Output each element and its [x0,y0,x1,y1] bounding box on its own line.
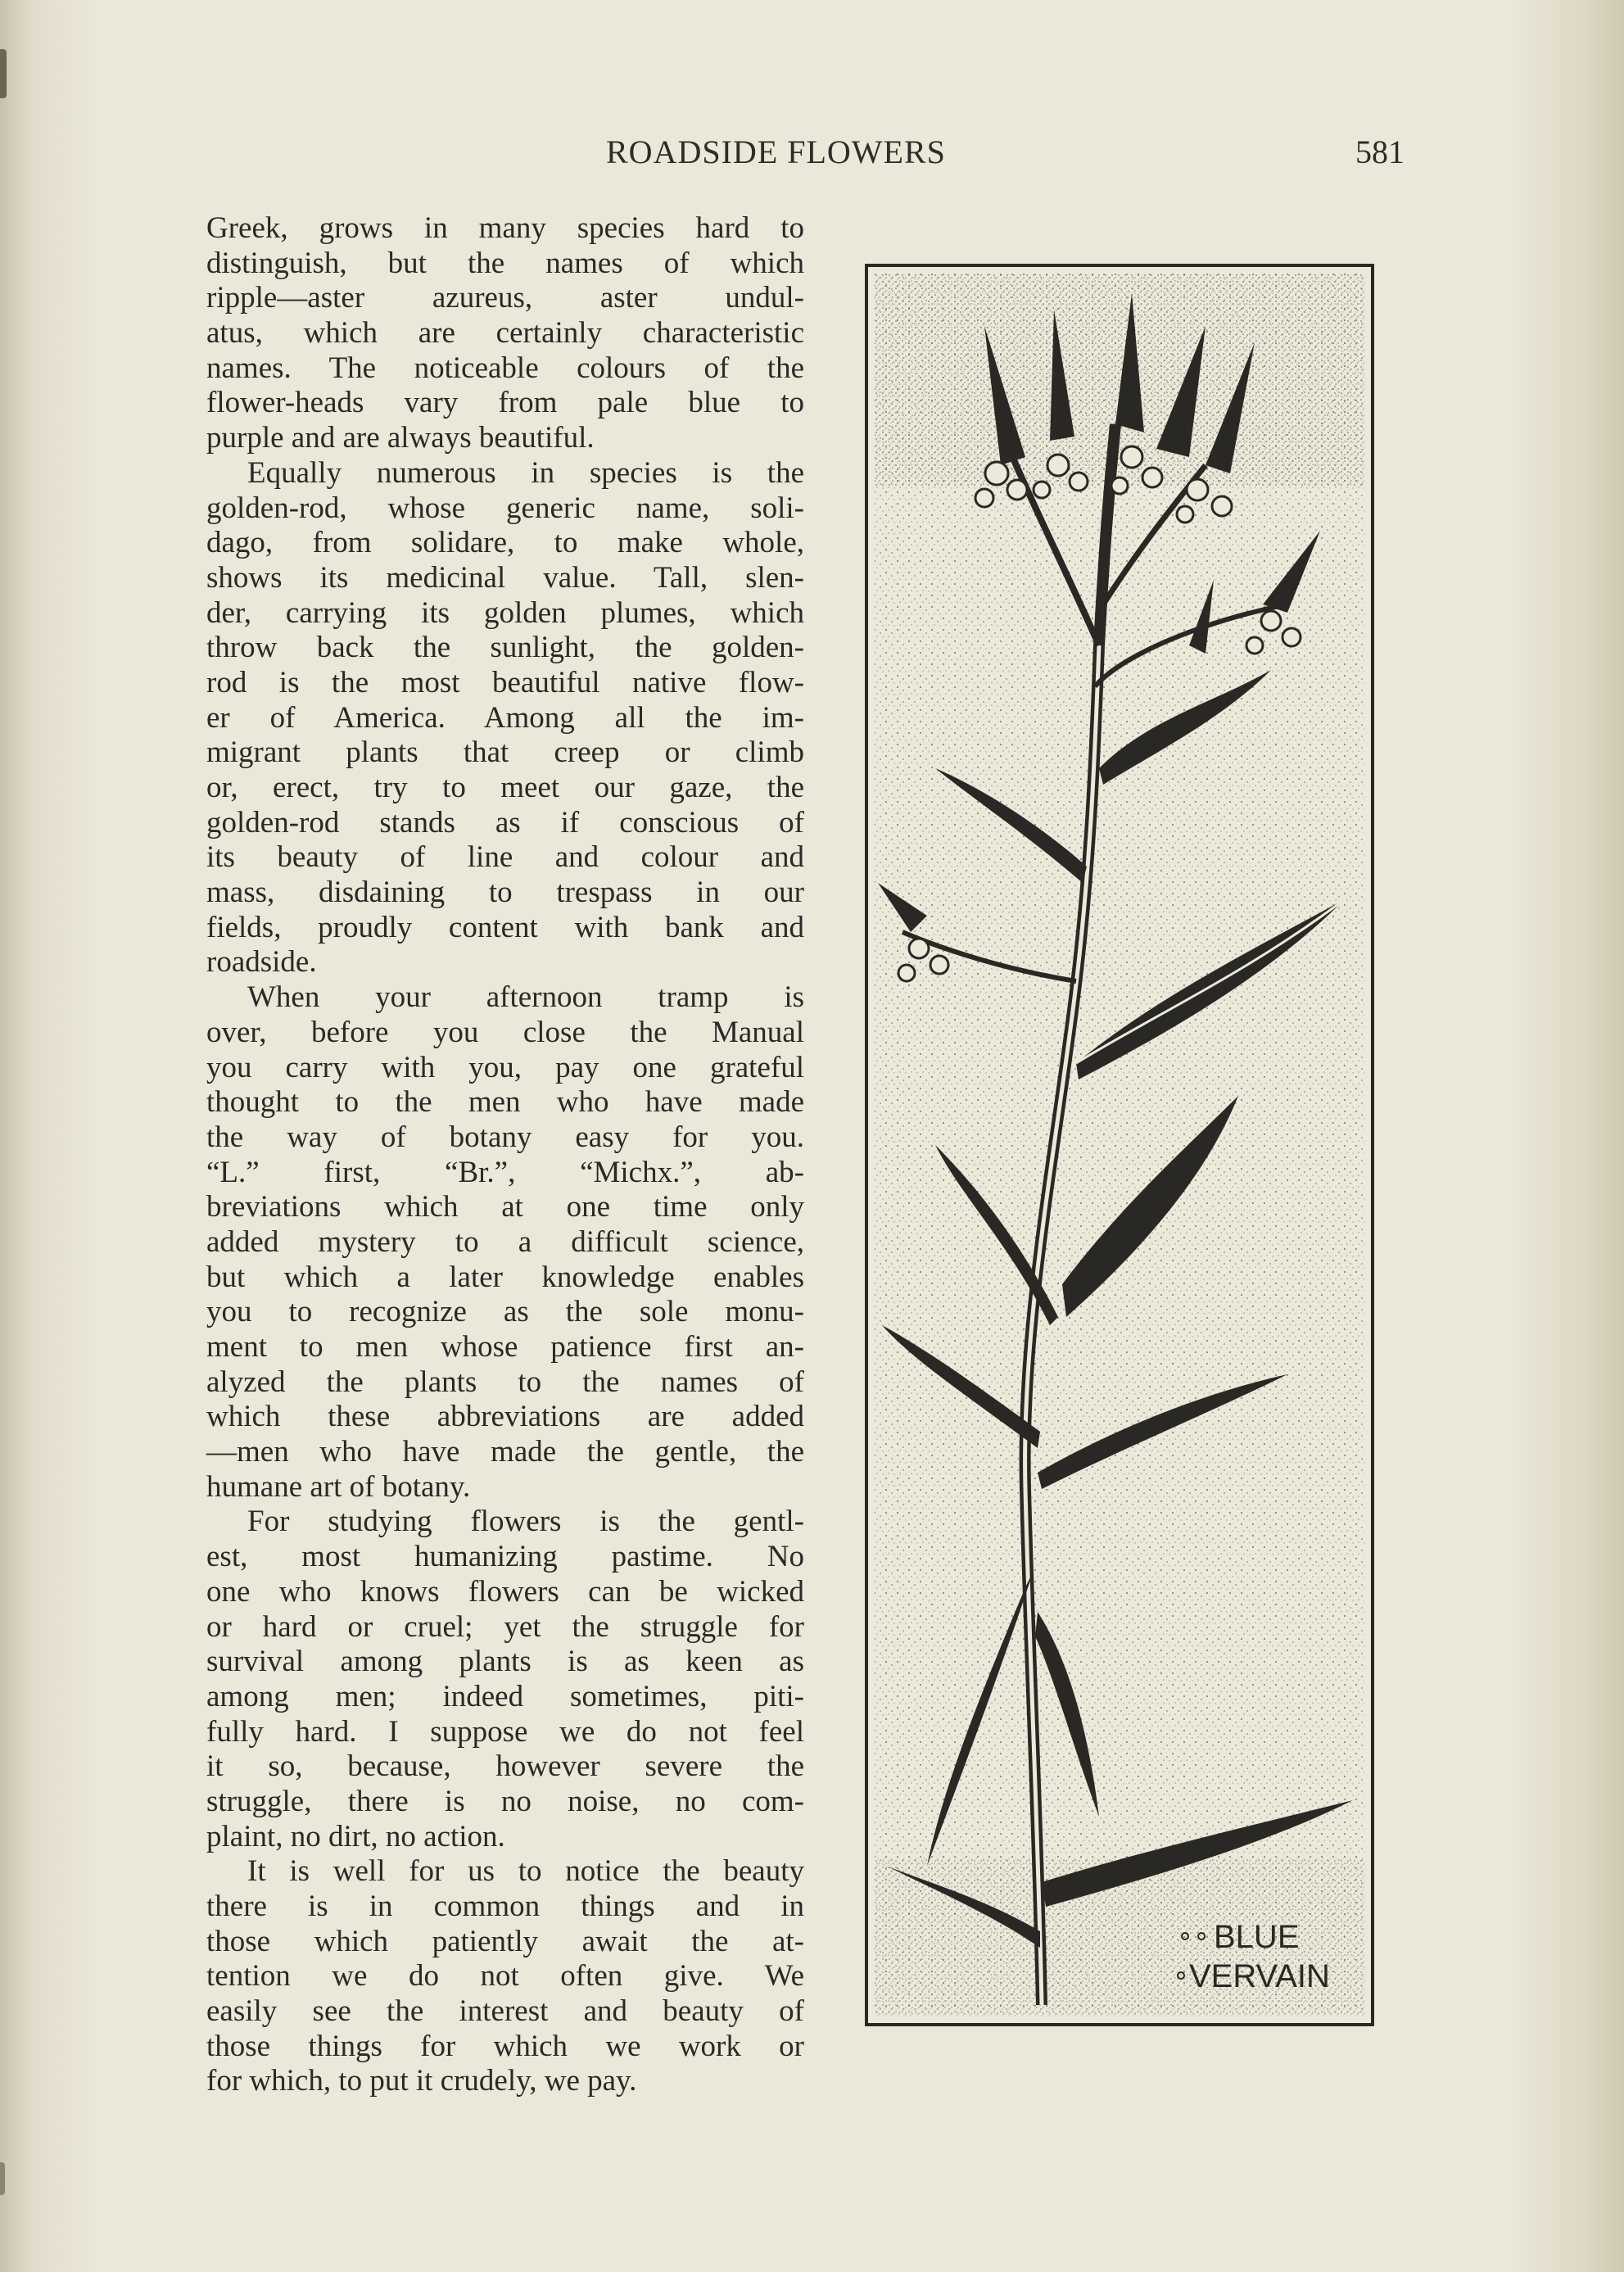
page-number: 581 [1355,134,1405,170]
text-line: migrant plants that creep or climb [206,735,804,770]
text-line: those things for which we work or [206,2029,804,2063]
text-line: fully hard. I suppose we do not feel [206,1714,804,1749]
text-line: der, carrying its golden plumes, which [206,595,804,630]
text-line: dago, from solidare, to make whole, [206,526,804,560]
text-line: throw back the sunlight, the golden- [206,631,804,665]
blue-vervain-illustration [862,260,1377,2030]
text-line: shows its medicinal value. Tall, slen- [206,560,804,595]
text-line: survival among plants is as keen as [206,1645,804,1679]
text-line: over, before you close the Manual [206,1015,804,1049]
text-line: which these abbreviations are added [206,1400,804,1434]
text-line: —men who have made the gentle, the [206,1435,804,1469]
text-line: easily see the interest and beauty of [206,1994,804,2029]
text-line: there is in common things and in [206,1890,804,1923]
text-line: Equally numerous in species is the [247,455,804,490]
text-line: struggle, there is no noise, no com- [206,1784,804,1818]
text-line: added mystery to a difficult science, [206,1224,804,1259]
binding-shadow-lower [0,2162,5,2195]
text-line: or hard or cruel; yet the struggle for [206,1609,804,1644]
stipple-top [875,274,1364,487]
body-text-column [206,211,804,2099]
text-line: mass, disdaining to trespass in our [206,876,804,910]
text-line: golden-rod stands as if conscious of [206,805,804,840]
text-line: roadside. [206,945,317,980]
text-line: purple and are always beautiful. [206,421,595,455]
text-line: Greek, grows in many species hard to [206,211,804,245]
text-line: for which, to put it crudely, we pay. [206,2064,637,2098]
text-line: ment to men whose patience first an- [206,1330,804,1364]
text-line: When your afternoon tramp is [247,980,804,1015]
stipple-background [875,274,1364,2016]
text-line: you to recognize as the sole monu- [206,1295,804,1329]
text-line: atus, which are certainly characteristic [206,316,804,351]
text-line: plaint, no dirt, no action. [206,1819,505,1853]
text-line: ripple—aster azureus, aster undul- [206,281,804,315]
text-line: or, erect, try to meet our gaze, the [206,771,804,804]
binding-shadow [0,49,7,98]
text-line: one who knows flowers can be wicked [206,1574,804,1609]
text-line: breviations which at one time only [206,1190,804,1224]
text-line: For studying flowers is the gentl- [247,1505,804,1539]
illustration-svg [862,260,1377,2030]
text-line: fields, proudly content with bank and [206,910,804,944]
text-line: among men; indeed sometimes, piti- [206,1679,804,1713]
text-line: those which patiently await the at- [206,1924,804,1958]
text-line: tention we do not often give. We [206,1959,804,1994]
text-line: thought to the men who have made [206,1085,804,1120]
text-line: “L.” first, “Br.”, “Michx.”, ab- [206,1155,804,1189]
text-line: alyzed the plants to the names of [206,1365,804,1399]
text-line: It is well for us to notice the beauty [247,1854,804,1889]
text-line: golden-rod, whose generic name, soli- [206,491,804,525]
text-line: distinguish, but the names of which [206,246,804,280]
caption-blue: BLUE [1214,1919,1300,1955]
text-line: rod is the most beautiful native flow- [206,665,804,699]
text-line: you carry with you, pay one grateful [206,1050,804,1084]
caption-vervain: VERVAIN [1189,1958,1330,1994]
text-line: but which a later knowledge enables [206,1260,804,1294]
text-line: the way of botany easy for you. [206,1120,804,1154]
text-line: names. The noticeable colours of the [206,351,804,385]
text-line: flower-heads vary from pale blue to [206,386,804,420]
text-line: it so, because, however severe the [206,1749,804,1784]
text-line: er of America. Among all the im- [206,700,804,735]
text-line: humane art of botany. [206,1469,471,1504]
text-line: its beauty of line and colour and [206,840,804,875]
running-head: ROADSIDE FLOWERS [606,134,946,170]
text-line: est, most humanizing pastime. No [206,1540,804,1574]
